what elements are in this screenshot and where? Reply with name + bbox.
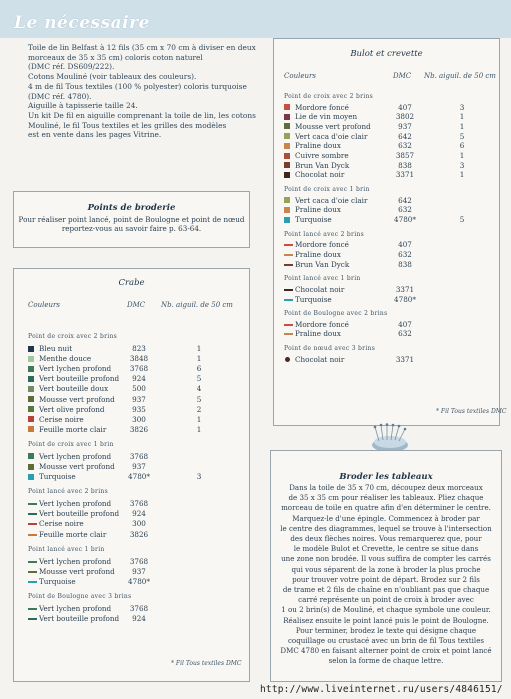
supplies-text (28, 43, 258, 140)
stitch-line-icon (28, 608, 37, 610)
color-row (284, 122, 495, 131)
color-row (28, 604, 245, 613)
dmc-number: 937 (132, 394, 146, 404)
color-row (28, 499, 245, 508)
dmc-number: 838 (398, 160, 412, 170)
group-label: Point lancé avec 1 brin (284, 275, 361, 283)
color-swatch (28, 426, 34, 432)
broder-line: DMC 4780 en faisant alterner point de croix et point lancé (280, 646, 492, 656)
bulot-table (273, 38, 507, 426)
color-row (28, 415, 245, 424)
supplies-line: (DMC réf. 4780). (28, 91, 92, 101)
skein-count: 3 (196, 472, 202, 482)
broder-title: Broder les tableaux (339, 472, 433, 482)
broder-line: le modèle Bulot et Crevette, le centre se situe dans (293, 544, 479, 554)
color-name: Vert olive profond (39, 404, 105, 414)
stitch-line-icon (284, 289, 293, 291)
dmc-number: 500 (132, 384, 146, 394)
supplies-line: est en vente dans les pages Vitrine. (28, 130, 162, 140)
broder-line: une zone non brodée. Il vous suffira de compter les carrés (281, 554, 491, 564)
dmc-number: 4780* (128, 576, 150, 586)
broder-line: Dans la toile de 35 x 70 cm, découpez deux morceaux (289, 483, 483, 492)
dmc-number: 3768 (129, 499, 149, 509)
color-swatch (28, 464, 34, 470)
bulot-title: Bulot et crevette (350, 49, 423, 59)
dmc-number: 407 (398, 102, 412, 112)
color-swatch (28, 406, 34, 412)
color-swatch (28, 366, 34, 372)
color-name: Menthe douce (39, 354, 92, 364)
broder-line: qui vous séparent de la zone à broder la plus proche (291, 564, 481, 574)
color-name: Vert lychen profond (39, 556, 112, 566)
dmc-number: 407 (398, 240, 412, 250)
dmc-number: 632 (398, 329, 412, 339)
dmc-number: 632 (398, 205, 412, 215)
supplies-line: Toile de lin Belfast à 12 fils (35 cm x 70 cm à diviser en deux (28, 43, 256, 52)
supplies-line: Cotons Mouliné (voir tableaux des couleurs). (28, 72, 197, 82)
color-swatch (284, 217, 290, 223)
dmc-number: 3768 (129, 603, 149, 613)
color-swatch (28, 453, 34, 459)
stitch-line-icon (28, 571, 37, 573)
group-label: Point de croix avec 1 brin (284, 186, 370, 194)
broder-line: le centre des diagrammes, lequel se trouve à l'intersection (280, 523, 492, 533)
color-row (284, 112, 495, 121)
dmc-number: 4780* (394, 294, 416, 304)
dmc-number: 3826 (129, 424, 149, 434)
color-swatch (284, 162, 290, 168)
dmc-number: 632 (398, 141, 412, 151)
broder-line: pour trouver votre point de départ. Brodez sur 2 fils (292, 574, 480, 584)
skein-count: 6 (459, 141, 465, 151)
stitch-line-icon (284, 254, 293, 256)
color-name: Vert caca d'oie clair (295, 195, 368, 205)
color-row (28, 425, 245, 434)
skein-count: 1 (196, 424, 202, 434)
color-name: Feuille morte clair (39, 529, 107, 539)
group-label: Point de croix avec 1 brin (28, 440, 114, 448)
color-name: Mousse vert profond (39, 394, 115, 404)
dmc-number: 937 (132, 462, 146, 471)
color-row (28, 384, 245, 393)
supplies-line: Un kit De fil en aiguille comprenant la toile de lin, les cotons (28, 110, 256, 120)
color-swatch (28, 474, 34, 480)
color-row (284, 196, 495, 205)
color-row (284, 141, 495, 150)
color-row (284, 250, 495, 259)
color-row (284, 285, 495, 294)
group-label: Point de nœud avec 3 brins (284, 345, 376, 353)
color-row (28, 557, 245, 566)
color-row (28, 577, 245, 586)
color-row (284, 132, 495, 141)
broder-line: Réalisez ensuite le point lancé puis le point de Boulogne. (283, 615, 489, 625)
points-line-2: reportez-vous au savoir faire p. 63-64. (61, 224, 202, 233)
skein-count: 5 (196, 394, 202, 404)
broder-line: Marquez-le d'une épingle. Commencez à broder par (292, 513, 480, 523)
skein-count: 1 (196, 344, 202, 353)
color-name: Feuille morte clair (39, 424, 107, 434)
color-name: Vert lychen profond (39, 451, 112, 461)
page-title: Le nécessaire (14, 13, 150, 33)
color-row (28, 614, 245, 623)
stitch-line-icon (284, 299, 293, 301)
color-name: Mordore foncé (295, 102, 349, 112)
supplies-line: (DMC réf. DS609/222). (28, 62, 115, 72)
color-swatch (284, 123, 290, 129)
color-name: Turquoise (295, 215, 332, 224)
dmc-number: 937 (132, 566, 146, 576)
dmc-number: 3371 (395, 170, 415, 180)
color-name: Lie de vin moyen (295, 112, 358, 122)
color-row (28, 405, 245, 414)
broder-box (270, 450, 502, 682)
broder-line: des deux flèches noires. Vous remarquerez que, pour (290, 534, 482, 543)
stitch-line-icon (28, 534, 37, 536)
broder-line: 1 ou 2 brin(s) de Mouliné, et chaque symbole une couleur. (281, 605, 491, 615)
dmc-number: 300 (132, 414, 146, 424)
color-name: Mordore foncé (295, 319, 349, 329)
col-couleurs: Couleurs (284, 72, 316, 80)
color-row (284, 151, 495, 160)
dmc-number: 642 (398, 131, 412, 141)
dmc-number: 300 (132, 519, 146, 529)
color-row (284, 161, 495, 170)
color-row (284, 320, 495, 329)
color-name: Vert bouteille doux (39, 384, 109, 394)
skein-count: 1 (459, 121, 465, 131)
color-name: Mousse vert profond (39, 462, 115, 471)
color-swatch (284, 104, 290, 110)
color-row (284, 205, 495, 214)
color-swatch (284, 197, 290, 203)
color-row (28, 374, 245, 383)
stitch-line-icon (28, 618, 37, 620)
color-row (284, 240, 495, 249)
color-swatch (28, 346, 34, 352)
color-row (28, 530, 245, 539)
color-row (28, 462, 245, 471)
dmc-number: 407 (398, 319, 412, 329)
color-name: Mousse vert profond (295, 121, 371, 131)
color-swatch (284, 207, 290, 213)
dmc-number: 3768 (129, 556, 149, 566)
stitch-line-icon (28, 513, 37, 515)
color-row (284, 295, 495, 304)
supplies-line: Aiguille à tapisserie taille 24. (28, 101, 138, 111)
skein-count: 3 (459, 102, 465, 112)
color-row (28, 344, 245, 353)
supplies-line: 4 m de fil Tous textiles (100 % polyester) coloris turquoise (28, 81, 247, 91)
color-swatch (28, 376, 34, 382)
color-row (28, 509, 245, 518)
col-dmc: DMC (393, 72, 412, 80)
color-name: Bleu nuit (39, 344, 73, 353)
col-dmc: DMC (127, 301, 146, 309)
color-swatch (284, 133, 290, 139)
skein-count: 1 (196, 414, 202, 424)
color-swatch (284, 114, 290, 120)
color-row (284, 103, 495, 112)
dmc-number: 632 (398, 249, 412, 259)
color-row (284, 355, 495, 364)
color-name: Vert caca d'oie clair (295, 131, 368, 141)
points-line-1: Pour réaliser point lancé, point de Boulogne et point de nœud (18, 215, 245, 224)
color-swatch (28, 396, 34, 402)
color-name: Vert bouteille profond (39, 614, 120, 623)
col-skeins: Nb. aiguil. de 50 cm (424, 72, 496, 80)
stitch-line-icon (28, 503, 37, 505)
color-row (28, 395, 245, 404)
color-name: Praline doux (295, 249, 341, 259)
color-name: Turquoise (39, 576, 76, 586)
dmc-number: 924 (132, 614, 146, 623)
dmc-number: 3768 (129, 451, 149, 461)
dmc-number: 4780* (394, 215, 416, 224)
crabe-title: Crabe (118, 278, 145, 288)
stitch-line-icon (284, 244, 293, 246)
color-row (284, 260, 495, 269)
skein-count: 6 (196, 364, 202, 374)
skein-count: 1 (459, 151, 465, 160)
stitch-line-icon (284, 264, 293, 266)
group-label: Point de Boulogne avec 3 brins (28, 592, 132, 600)
color-name: Cuivre sombre (295, 151, 349, 160)
color-row (28, 519, 245, 528)
skein-count: 1 (459, 170, 465, 180)
color-row (284, 329, 495, 338)
broder-line: Pour terminer, brodez le texte qui désigne chaque (295, 625, 477, 635)
color-name: Brun Van Dyck (295, 259, 350, 269)
color-name: Turquoise (295, 294, 332, 304)
color-name: Mordore foncé (295, 240, 349, 250)
broder-line: coquillage ou crustacé avec un brin de fil Tous textiles (287, 636, 485, 645)
stitch-line-icon (284, 324, 293, 326)
color-name: Turquoise (39, 472, 76, 482)
points-title: Points de broderie (87, 203, 176, 213)
color-name: Vert lychen profond (39, 603, 112, 613)
group-label: Point lancé avec 2 brins (28, 488, 108, 496)
color-swatch (28, 356, 34, 362)
supplies-line: morceaux de 35 x 35 cm) coloris coton naturel (28, 52, 203, 62)
group-label: Point de croix avec 2 brins (284, 93, 374, 100)
col-skeins: Nb. aiguil. de 50 cm (161, 301, 233, 309)
color-swatch (284, 172, 290, 178)
group-label: Point lancé avec 2 brins (284, 230, 364, 238)
broder-line: de 35 x 35 cm pour réaliser les tableaux. Pliez chaque (288, 493, 484, 503)
color-name: Vert lychen profond (39, 364, 112, 374)
color-name: Brun Van Dyck (295, 160, 350, 170)
color-row (284, 170, 495, 179)
stitch-line-icon (28, 581, 37, 583)
color-name: Chocolat noir (295, 354, 345, 364)
dmc-number: 3768 (129, 364, 149, 374)
broder-line: de trame et 2 fils de chaîne en n'oubliant pas que chaque (282, 585, 490, 594)
group-label: Point de croix avec 2 brins (28, 333, 118, 340)
color-name: Chocolat noir (295, 170, 345, 180)
footnote: * Fil Tous textiles DMC (171, 660, 242, 667)
color-name: Vert bouteille profond (39, 374, 120, 384)
color-row (28, 364, 245, 373)
color-swatch (28, 416, 34, 422)
skein-count: 4 (196, 384, 202, 394)
dmc-number: 823 (132, 344, 146, 353)
color-swatch (284, 143, 290, 149)
stitch-line-icon (284, 333, 293, 335)
color-row (28, 472, 245, 481)
dmc-number: 3826 (129, 529, 149, 539)
color-row (28, 567, 245, 576)
color-name: Chocolat noir (295, 284, 345, 294)
group-label: Point lancé avec 1 brin (28, 545, 105, 553)
color-swatch (284, 153, 290, 159)
dmc-number: 642 (398, 195, 412, 205)
dmc-number: 3857 (395, 151, 415, 160)
dmc-number: 924 (132, 509, 146, 519)
dmc-number: 3371 (395, 284, 415, 294)
skein-count: 5 (196, 374, 202, 384)
color-name: Praline doux (295, 329, 341, 339)
color-name: Cerise noire (39, 414, 84, 424)
skein-count: 2 (196, 404, 202, 414)
broder-line: morceau de toile en quatre afin d'en déterminer le centre. (281, 503, 491, 513)
dmc-number: 935 (132, 404, 146, 414)
french-knot-icon (285, 357, 290, 362)
dmc-number: 3371 (395, 354, 415, 364)
supplies-line: Mouliné, le fil Tous textiles et les grilles des modèles (28, 120, 227, 130)
skein-count: 1 (459, 112, 465, 122)
stitch-line-icon (28, 523, 37, 525)
color-name: Mousse vert profond (39, 566, 115, 576)
color-name: Cerise noire (39, 519, 84, 529)
dmc-number: 3848 (129, 354, 149, 364)
skein-count: 1 (196, 354, 202, 364)
color-swatch (28, 386, 34, 392)
skein-count: 5 (459, 215, 465, 224)
color-row (28, 452, 245, 461)
crabe-table (13, 268, 250, 682)
dmc-number: 937 (398, 121, 412, 131)
color-row (284, 215, 495, 224)
col-couleurs: Couleurs (28, 301, 60, 309)
pincushion-illustration (365, 423, 415, 453)
color-name: Vert bouteille profond (39, 509, 120, 519)
dmc-number: 838 (398, 259, 412, 269)
stitch-line-icon (28, 561, 37, 563)
footnote: * Fil Tous textiles DMC (436, 408, 507, 415)
color-name: Praline doux (295, 205, 341, 215)
color-row (28, 354, 245, 363)
broder-line: carré représente un point de croix à broder avec (298, 595, 474, 605)
skein-count: 3 (459, 160, 465, 170)
points-box (13, 191, 250, 248)
dmc-number: 924 (132, 374, 146, 384)
color-name: Vert lychen profond (39, 499, 112, 509)
dmc-number: 4780* (128, 472, 150, 482)
source-url: http://www.liveinternet.ru/users/4846151/ (260, 684, 503, 695)
dmc-number: 3802 (395, 112, 415, 122)
broder-line: selon la forme de chaque lettre. (328, 656, 444, 666)
color-name: Praline doux (295, 141, 341, 151)
group-label: Point de Boulogne avec 2 brins (284, 310, 388, 318)
skein-count: 5 (459, 131, 465, 141)
